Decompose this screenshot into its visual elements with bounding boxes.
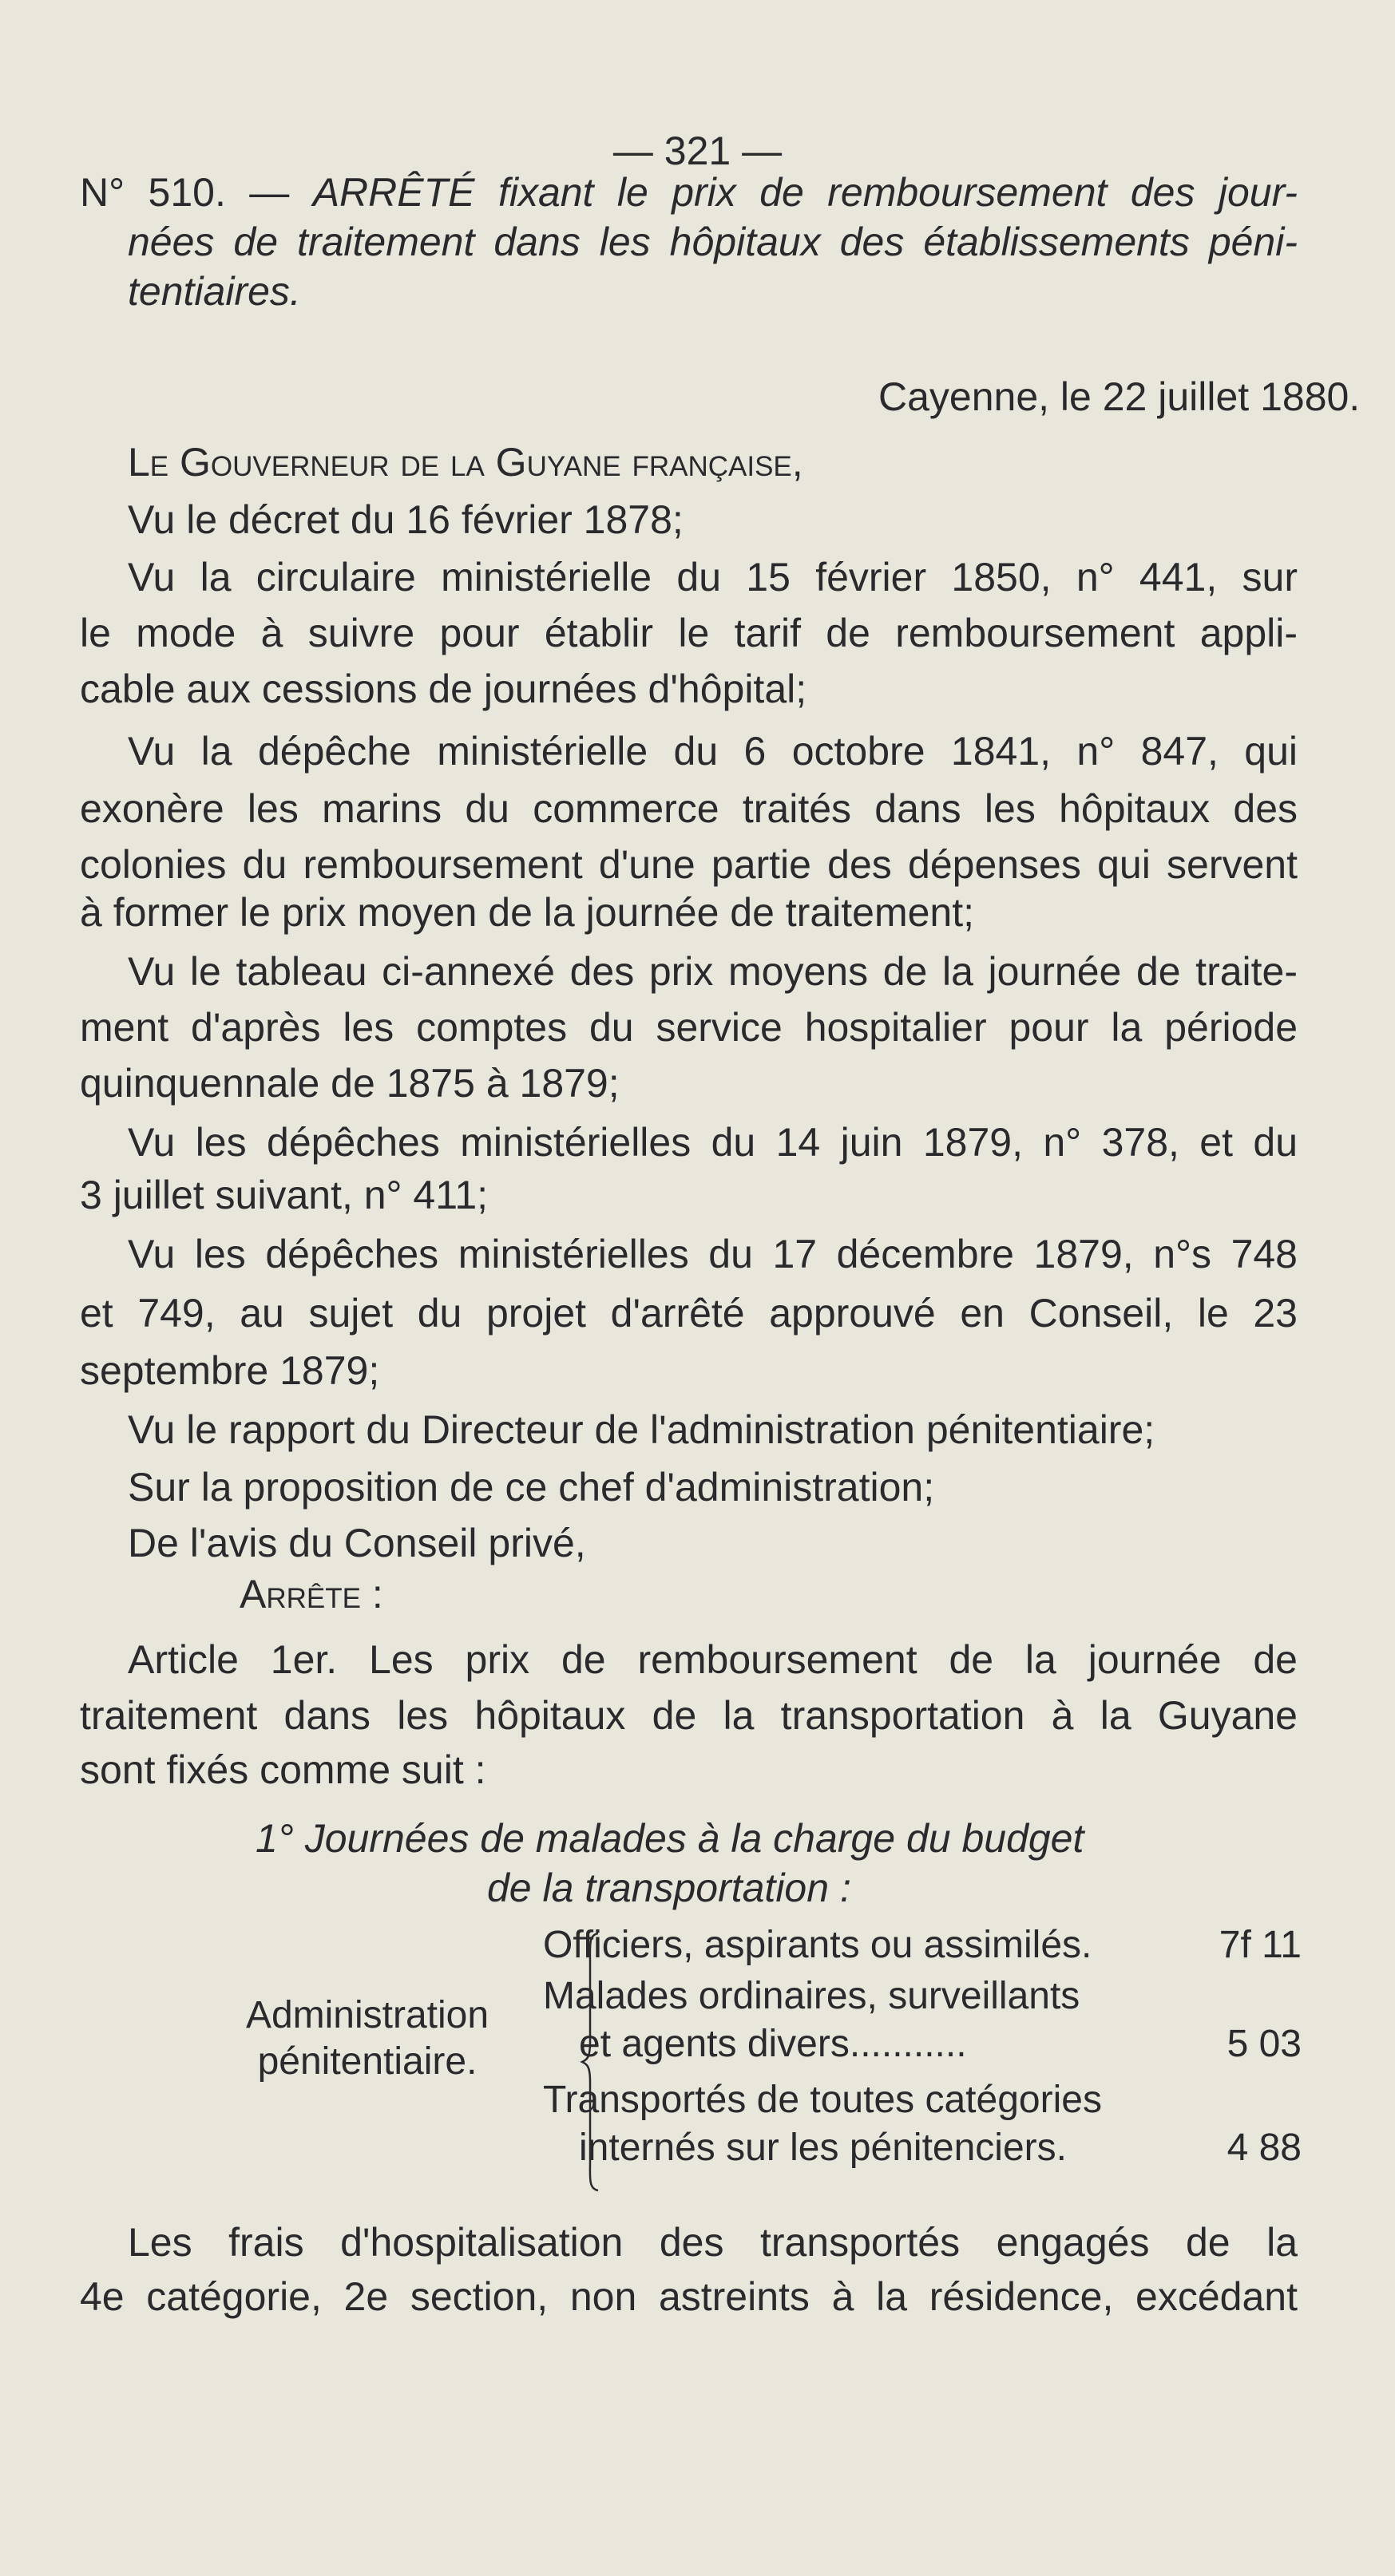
row-label-line-2: pénitentiaire. <box>257 2040 478 2083</box>
article-line: sont fixés comme suit : <box>80 1747 486 1792</box>
article-line: traitement dans les hôpitaux de la transportation à la Guyane <box>80 1693 1298 1738</box>
table-row-3-text-cont: internés sur les pénitenciers. <box>579 2127 1067 2169</box>
body-line: exonère les marins du commerce traités dans les hôpitaux des <box>80 786 1298 831</box>
table-row-2-value: 5 03 <box>1227 2023 1302 2065</box>
heading-line-2: nées de traitement dans les hôpitaux des établissements péni- <box>128 220 1298 264</box>
table-row-1-value: 7f 11 <box>1219 1924 1302 1966</box>
body-line: le mode à suivre pour établir le tarif de remboursement appli- <box>80 611 1298 655</box>
body-line: et 749, au sujet du projet d'arrêté approuvé en Conseil, le 23 <box>80 1291 1298 1335</box>
rates-table <box>80 1922 1302 2242</box>
table-row-2-text: Malades ordinaires, surveillants <box>543 1975 1080 2017</box>
heading-line-3: tentiaires. <box>128 269 301 314</box>
table-row-2-text-cont: et agents divers........... <box>579 2023 967 2065</box>
body-line: Vu le décret du 16 février 1878; <box>128 497 684 542</box>
body-line: Vu la dépêche ministérielle du 6 octobre 1841, n° 847, qui <box>128 729 1298 774</box>
row-label-line-1: Administration <box>245 1994 489 2036</box>
section-title-line-1: 1° Journées de malades à la charge du budget <box>256 1816 1084 1861</box>
heading-line-1 <box>80 168 1298 217</box>
article-line: Article 1er. Les prix de remboursement de la journée de <box>128 1637 1298 1682</box>
table-row-3-value: 4 88 <box>1227 2127 1302 2169</box>
body-line: colonies du remboursement d'une partie des dépenses qui servent <box>80 842 1298 887</box>
table-row-1-text: Officiers, aspirants ou assimilés. <box>543 1924 1092 1966</box>
section-title-line-2: de la transportation : <box>487 1866 851 1910</box>
governor-text: Le Gouverneur de la Guyane française, <box>128 440 803 485</box>
closing-line: Les frais d'hospitalisation des transportés engagés de la <box>128 2220 1298 2265</box>
decree-title: ARRÊTÉ fixant le prix de remboursement des jour- <box>312 170 1298 215</box>
closing-line: 4e catégorie, 2e section, non astreints à la résidence, excédant <box>80 2274 1298 2319</box>
arrete-label: Arrête : <box>240 1572 383 1616</box>
body-line: Sur la proposition de ce chef d'administration; <box>128 1465 935 1510</box>
body-line: quinquennale de 1875 à 1879; <box>80 1061 620 1106</box>
body-line: Vu le tableau ci-annexé des prix moyens de la journée de traite- <box>128 949 1298 994</box>
body-line: Vu les dépêches ministérielles du 14 juin 1879, n° 378, et du <box>128 1120 1298 1165</box>
place-date: Cayenne, le 22 juillet 1880. <box>878 374 1361 419</box>
body-line: Vu les dépêches ministérielles du 17 décembre 1879, n°s 748 <box>128 1232 1298 1276</box>
body-line: cable aux cessions de journées d'hôpital; <box>80 667 807 711</box>
page-number: — 321 — <box>612 129 783 173</box>
body-line: 3 juillet suivant, n° 411; <box>80 1173 489 1217</box>
body-line: septembre 1879; <box>80 1348 380 1393</box>
row-label <box>160 1992 575 2085</box>
body-line: Vu le rapport du Directeur de l'administration pénitentiaire; <box>128 1407 1155 1452</box>
body-line: De l'avis du Conseil privé, <box>128 1521 586 1565</box>
table-row-3-text: Transportés de toutes catégories <box>543 2079 1102 2121</box>
decree-number: N° 510. — <box>80 170 313 215</box>
body-line: Vu la circulaire ministérielle du 15 février 1850, n° 441, sur <box>128 555 1298 599</box>
governor-line <box>128 437 1298 487</box>
body-line: à former le prix moyen de la journée de traitement; <box>80 890 974 935</box>
body-line: ment d'après les comptes du service hospitalier pour la période <box>80 1005 1298 1050</box>
